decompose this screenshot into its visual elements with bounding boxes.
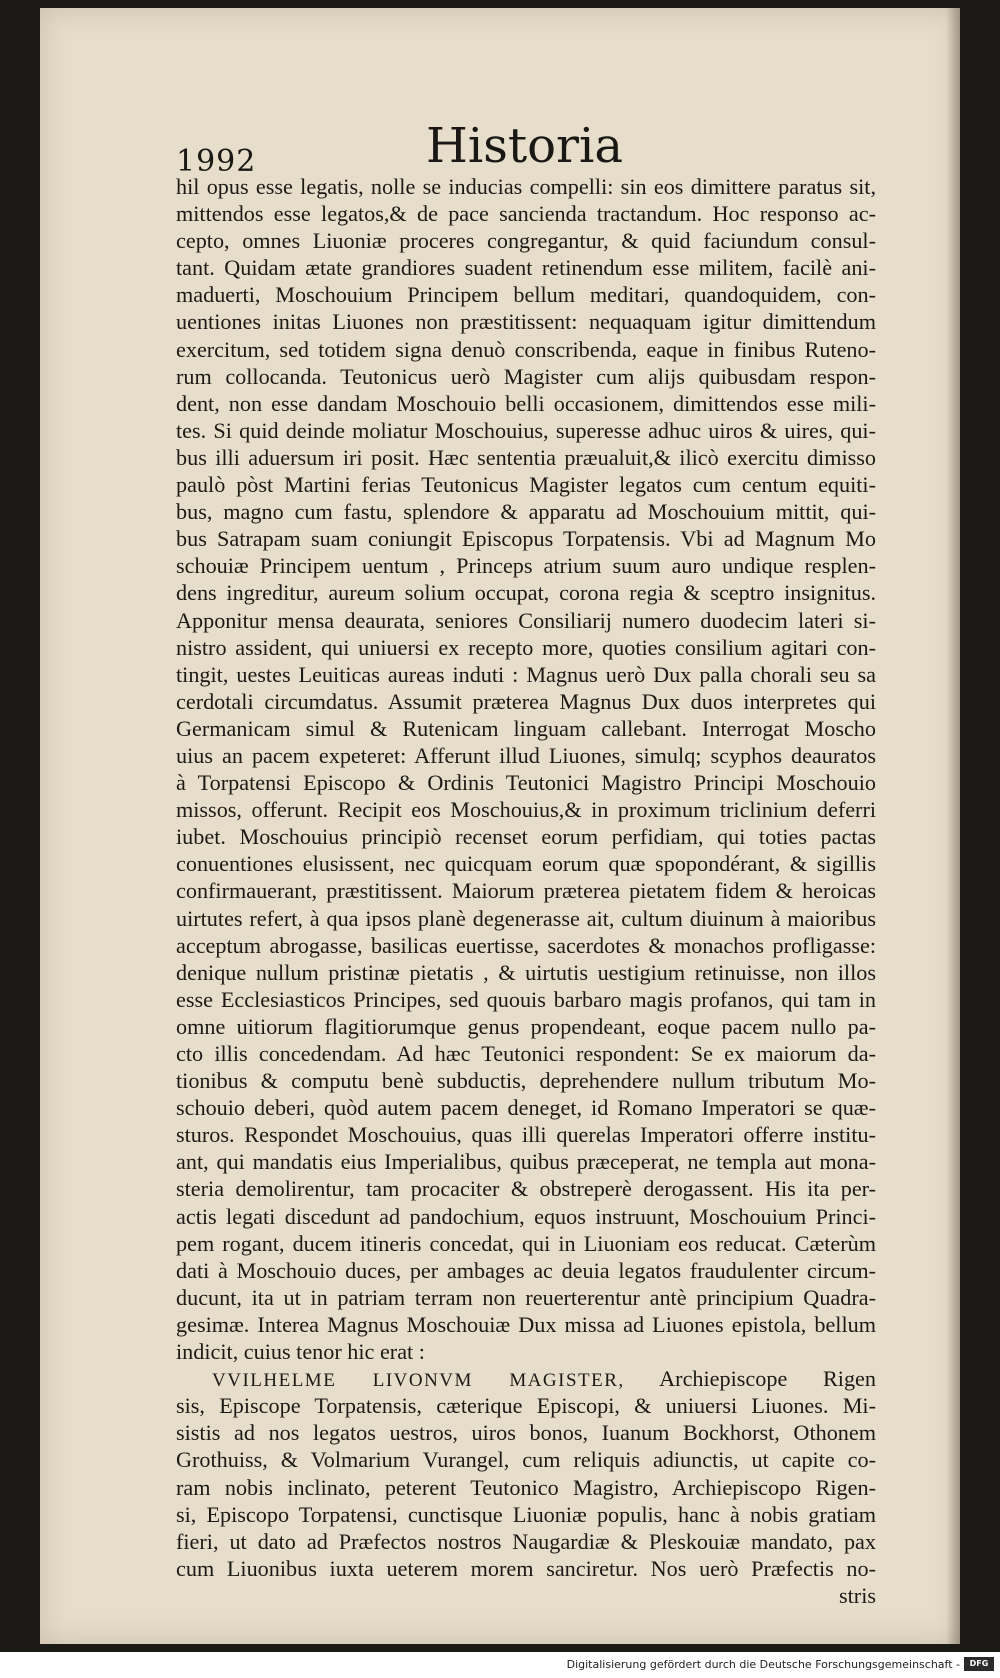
text-line: ram nobis inclinato, peterent Teutonico Magistro, Archiepiscopo Rigen- xyxy=(176,1474,876,1500)
text-line: uius an pacem expeteret: Afferunt illud Liuones, simulq; scyphos deauratos xyxy=(176,742,876,768)
text-line: uirtutes refert, à qua ipsos planè degenerasse ait, cultum diuinum à maioribus xyxy=(176,905,876,931)
catchword: stris xyxy=(839,1582,876,1608)
text-line: dent, non esse dandam Moschouio belli occasionem, dimittendos esse mili- xyxy=(176,390,876,416)
text-line: Germanicam simul & Rutenicam linguam callebant. Interrogat Moscho xyxy=(176,715,876,741)
letter-salutation: VVILHELME LIVONVM MAGISTER, xyxy=(212,1370,625,1392)
text-line: mittendos esse legatos,& de pace sancienda tractandum. Hoc responso ac- xyxy=(176,201,876,227)
text-line: indicit, cuius tenor hic erat : xyxy=(176,1339,425,1365)
text-line: tionibus & computu benè subductis, deprehendere nullum tributum Mo- xyxy=(176,1068,876,1094)
text-line: hil opus esse legatis, nolle se inducias compelli: sin eos dimittere paratus sit, xyxy=(176,174,876,199)
text-line: schouio deberi, quòd autem pacem deneget, id Romano Imperatori se quæ- xyxy=(176,1095,876,1121)
text-line: confirmauerant, præstitissent. Maiorum præterea pietatem fidem & heroicas xyxy=(176,878,876,904)
text-line: gesimæ. Interea Magnus Moschouiæ Dux missa ad Liuones epistola, bellum xyxy=(176,1311,876,1337)
text-line: tant. Quidam ætate grandiores suadent retinendum esse militem, facilè ani- xyxy=(176,255,876,281)
text-line: pem rogant, ducem itineris concedat, qui in Liuoniam eos reducat. Cæterùm xyxy=(176,1230,876,1256)
text-line: fieri, ut dato ad Præfectos nostros Naugardiæ & Pleskouiæ mandato, pax xyxy=(176,1528,876,1554)
text-line: ducunt, ita ut in patriam terram non reuerterentur antè principium Quadra- xyxy=(176,1284,876,1310)
text-line: cum Liuonibus iuxta ueterem morem sanciretur. Nos uerò Præfectis no- xyxy=(176,1555,876,1581)
text-line: cto illis concedendam. Ad hæc Teutonici respondent: Se ex maiorum da- xyxy=(176,1041,876,1066)
text-line: bus, magno cum fastu, splendore & apparatu ad Moschouium mittit, qui- xyxy=(176,499,876,525)
letter-opening-line xyxy=(176,1365,876,1392)
text-line: Archiepiscope Rigen xyxy=(624,1366,876,1392)
dfg-logo: DFG xyxy=(964,1657,994,1671)
text-line: schouiæ Principem uentum , Princeps atrium suum auro undique resplen- xyxy=(176,553,876,579)
text-line: actis legati discedunt ad pandochium, equos instruunt, Moschouium Princi- xyxy=(176,1203,876,1229)
funding-credit: Digitalisierung gefördert durch die Deutsche Forschungsgemeinschaft - xyxy=(566,1658,960,1671)
text-line: sis, Episcope Torpatensis, cæterique Episcopi, & uniuersi Liuones. Mi- xyxy=(176,1393,876,1419)
text-line: omne uitiorum flagitiorumque genus propendeant, eoque pacem nullo pa- xyxy=(176,1013,876,1039)
text-line: rum collocanda. Teutonicus uerò Magister cum alijs quibusdam respon- xyxy=(176,363,876,389)
text-line: denique nullum pristinæ pietatis , & uirtutis uestigium retinuisse, non illos xyxy=(176,959,876,985)
text-line: bus Satrapam suam coniungit Episcopus Torpatensis. Vbi ad Magnum Mo xyxy=(176,526,876,552)
text-line: paulò pòst Martini ferias Teutonicus Magister legatos cum centum equiti- xyxy=(176,472,876,498)
body-text xyxy=(176,173,876,1609)
text-line: si, Episcopo Torpatensi, cunctisque Liuoniæ populis, hanc à nobis gratiam xyxy=(176,1501,876,1527)
text-line: steria demolirentur, tam procaciter & obstreperè derogassent. His ita per- xyxy=(176,1176,876,1202)
text-line: exercitum, sed totidem signa denuò conscribenda, eaque in finibus Ruteno- xyxy=(176,336,876,362)
text-line: dens ingreditur, aureum solium occupat, corona regia & sceptro insignitus. xyxy=(176,580,876,606)
digitization-footer xyxy=(0,1652,1000,1678)
text-line: nistro assident, qui uniuersi ex recepto more, quoties consilium agitari con- xyxy=(176,634,876,660)
text-line: acceptum abrogasse, basilicas euertisse, sacerdotes & monachos profligasse: xyxy=(176,932,876,958)
text-line: conuentiones elusissent, nec quicquam eorum quæ spopondérant, & sigillis xyxy=(176,851,876,877)
text-line: missos, offerunt. Recipit eos Moschouius,& in proximum triclinium deferri xyxy=(176,797,876,823)
text-line: bus illi aduersum iri posit. Hæc sententia præualuit,& ilicò exercitu dimisso xyxy=(176,444,876,470)
page-header xyxy=(176,118,876,178)
text-line: dati à Moschouio duces, per ambages ac deuia legatos fraudulenter circum- xyxy=(176,1257,876,1283)
text-line: esse Ecclesiasticos Principes, sed quouis barbaro magis profanos, qui tam in xyxy=(176,986,876,1012)
text-line: tingit, uestes Leuiticas aureas induti : Magnus uerò Dux palla chorali seu sa xyxy=(176,661,876,687)
text-line: iubet. Moschouius principiò recenset eorum perfidiam, qui toties pactas xyxy=(176,824,876,850)
page-number: 1992 xyxy=(176,144,257,179)
text-line: cepto, omnes Liuoniæ proceres congregantur, & quid faciundum consul- xyxy=(176,228,876,254)
text-line: ant, qui mandatis eius Imperialibus, quibus præceperat, ne templa aut mona- xyxy=(176,1149,876,1175)
running-title: Historia xyxy=(426,118,623,174)
text-line: tes. Si quid deinde moliatur Moschouius, superesse adhuc uiros & uires, qui- xyxy=(176,417,876,443)
text-line: sturos. Respondet Moschouius, quas illi querelas Imperatori offerre institu- xyxy=(176,1122,876,1148)
text-line: uentiones initas Liuones non præstitissent: nequaquam igitur dimittendum xyxy=(176,309,876,335)
text-line: à Torpatensi Episcopo & Ordinis Teutonici Magistro Principi Moschouio xyxy=(176,770,876,796)
text-line: maduerti, Moschouium Principem bellum meditari, quandoquidem, con- xyxy=(176,282,876,308)
text-line: sistis ad nos legatos uestros, uiros bonos, Iuanum Bockhorst, Othonem xyxy=(176,1420,876,1446)
text-line: Apponitur mensa deaurata, seniores Consiliarij numero duodecim lateri si- xyxy=(176,607,876,633)
text-line: Grothuiss, & Volmarium Vurangel, cum reliquis adiunctis, ut capite co- xyxy=(176,1447,876,1473)
text-line: cerdotali circumdatus. Assumit præterea Magnus Dux duos interpretes qui xyxy=(176,688,876,714)
